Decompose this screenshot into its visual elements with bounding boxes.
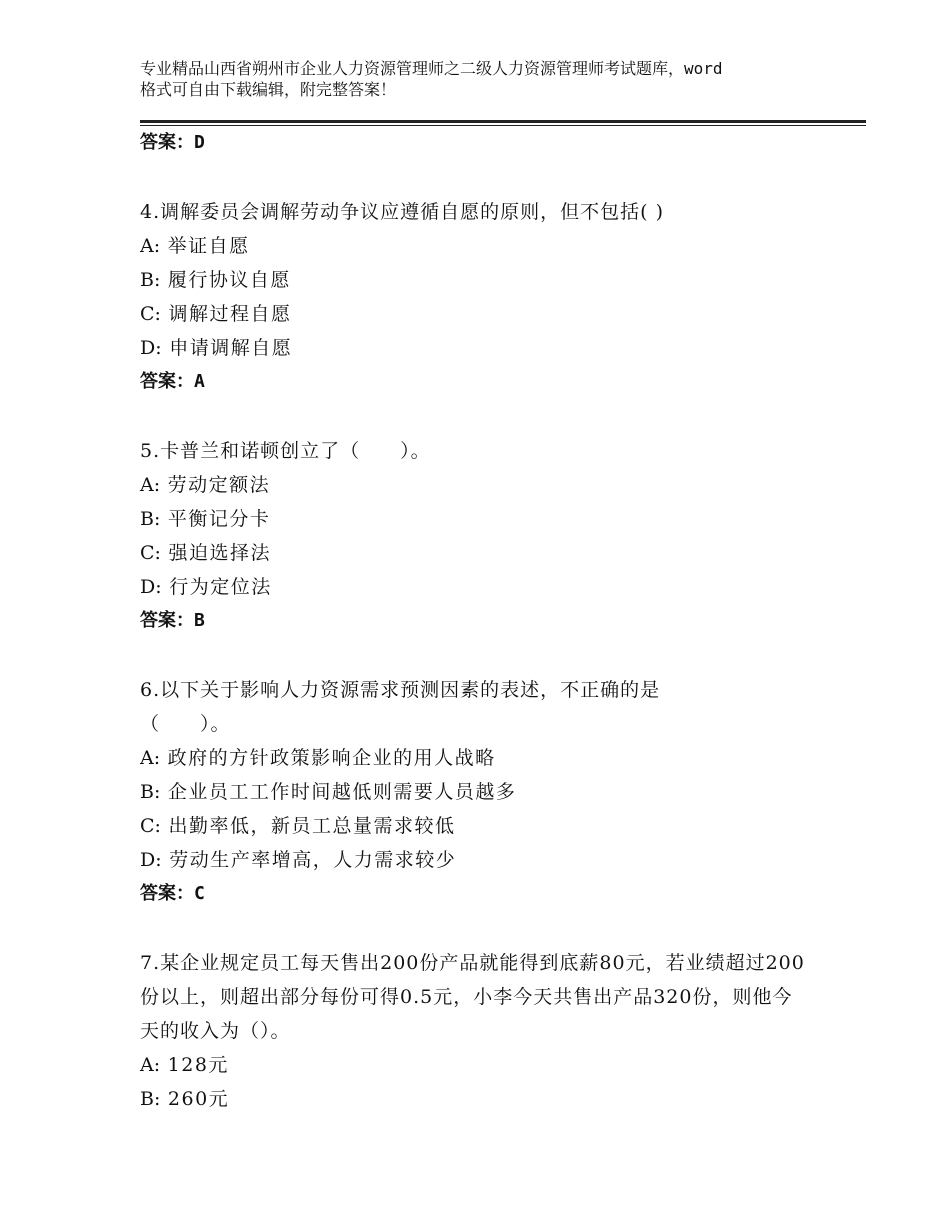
option-b (140, 775, 820, 809)
option-text: 申请调解自愿 (169, 337, 293, 359)
option-key: A: (140, 1054, 161, 1076)
option-key: A: (140, 235, 161, 257)
spacer (140, 638, 820, 673)
answer-line: 答案：A (140, 371, 205, 392)
option-b (140, 1082, 820, 1116)
option-d (140, 843, 820, 877)
option-text: 调解过程自愿 (168, 303, 292, 325)
option-a (140, 468, 820, 502)
option-text: 出勤率低，新员工总量需求较低 (168, 815, 456, 837)
question-4 (140, 195, 820, 399)
option-key: C: (140, 303, 161, 325)
answer-line: 答案：D (140, 132, 205, 153)
question-list (140, 126, 820, 1116)
option-c (140, 297, 820, 331)
option-d (140, 331, 820, 365)
option-text: 强迫选择法 (168, 542, 272, 564)
option-key: C: (140, 815, 161, 837)
option-text: 政府的方针政策影响企业的用人战略 (167, 747, 496, 769)
header-rule-thick (140, 120, 866, 123)
option-d (140, 570, 820, 604)
spacer (140, 399, 820, 434)
option-a (140, 1048, 820, 1082)
document-header (140, 58, 830, 100)
option-key: B: (140, 508, 161, 530)
option-key: B: (140, 781, 161, 803)
option-b (140, 263, 820, 297)
option-key: A: (140, 474, 161, 496)
header-line-2: 格式可自由下载编辑，附完整答案！ (140, 80, 397, 99)
option-a (140, 741, 820, 775)
question-stem: 7.某企业规定员工每天售出200份产品就能得到底薪80元，若业绩超过200份以上，则超出部分每份可得0.5元，小李今天共售出产品320份，则他今天的收入为（）。 (140, 952, 805, 1042)
option-text: 企业员工工作时间越低则需要人员越多 (167, 781, 517, 803)
option-text: 举证自愿 (167, 235, 250, 257)
option-key: A: (140, 747, 161, 769)
option-text: 劳动定额法 (167, 474, 271, 496)
answer-line: 答案：B (140, 610, 205, 631)
option-text: 行为定位法 (169, 576, 272, 598)
option-key: D: (140, 849, 162, 871)
answer-line: 答案：C (140, 883, 205, 904)
question-6 (140, 673, 820, 911)
option-text: 履行协议自愿 (167, 269, 291, 291)
option-text: 128元 (167, 1054, 229, 1076)
option-key: C: (140, 542, 161, 564)
header-line-1: 专业精品山西省朔州市企业人力资源管理师之二级人力资源管理师考试题库，word (140, 59, 723, 78)
question-stem: 4.调解委员会调解劳动争议应遵循自愿的原则，但不包括( ) (140, 201, 664, 223)
option-key: D: (140, 337, 162, 359)
question-stem: 6.以下关于影响人力资源需求预测因素的表述，不正确的是（ ）。 (140, 679, 661, 735)
option-c (140, 809, 820, 843)
option-key: B: (140, 269, 161, 291)
option-text: 260元 (167, 1088, 230, 1110)
option-text: 劳动生产率增高，人力需求较少 (169, 849, 457, 871)
spacer (140, 911, 820, 946)
option-b (140, 502, 820, 536)
option-key: D: (140, 576, 162, 598)
option-key: B: (140, 1088, 161, 1110)
question-5 (140, 434, 820, 638)
option-a (140, 229, 820, 263)
spacer (140, 160, 820, 195)
question-7 (140, 946, 820, 1116)
option-text: 平衡记分卡 (167, 508, 271, 530)
option-c (140, 536, 820, 570)
question-stem: 5.卡普兰和诺顿创立了（ ）。 (140, 440, 431, 462)
